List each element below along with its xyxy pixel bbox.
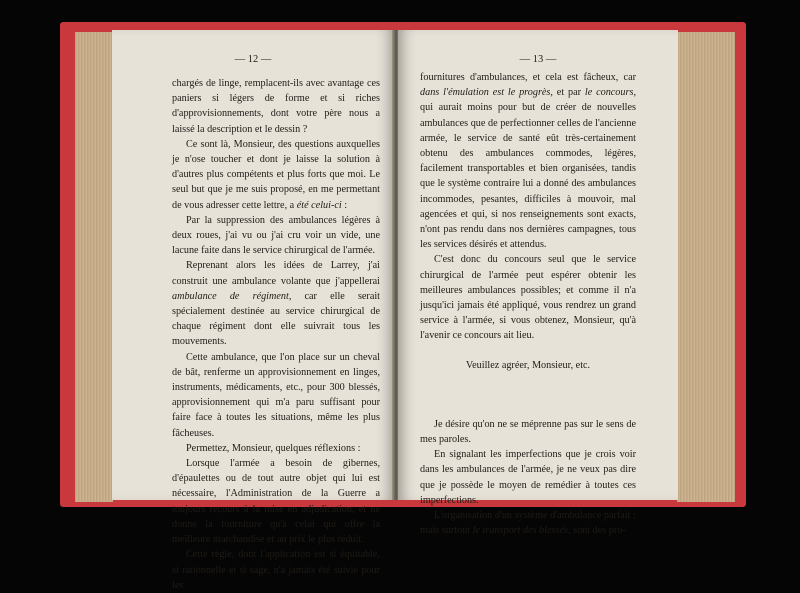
paragraph: C'est donc du concours seul que le service chirurgical de l'armée peut espérer obtenir les meilleures ambulances possibles; et comme il n'a jusqu'ici jamais été appliqué, vous rendrez un grand service à l'armée, si vous obtenez, Monsieur, qu'à l'avenir ce concours ait lieu. bbox=[420, 254, 636, 342]
paragraph: Je désire qu'on ne se méprenne pas sur le sens de mes paroles. bbox=[420, 418, 636, 446]
paragraph: L'organisation d'un système d'ambulance parfait ; mais surtout le transport des blessés, sont des pro- bbox=[420, 510, 636, 537]
paragraph: Cette ambulance, que l'on place sur un cheval de bât, renferme un approvisionnement en linges, instruments, médicaments, etc., pour 300 blessés, approvisionnement qui m'a paru suffisant pour faire face à toutes les situations, même les plus fâcheuses. bbox=[172, 351, 380, 439]
paragraph: fournitures d'ambulances, et cela est fâcheux, car dans l'émulation est le progrès, et par le concours, qui aurait moins pour but de créer de nouvelles ambulances que de perfectionner celles de l'ancienne armée, le service de santé eût très-certainement obtenu des ambulances commodes, légères, facilement transportables et bien organisées, tandis que le système contraire lui a donné des ambulances incommodes, pesantes, difficiles à mouvoir, mal agencées et qui, si nos renseignements sont exacts, n'ont pas rendu dans nos dernières campagnes, tous les services désirés et attendus. bbox=[420, 72, 636, 251]
paragraph: Cette règle, dont l'application est si équitable, si rationnelle et si sage, n'a jamais été suivie pour les bbox=[172, 549, 380, 591]
page-text bbox=[420, 70, 636, 538]
left-page-edges bbox=[75, 32, 113, 502]
paragraph: Ce sont là, Monsieur, des questions auxquelles je n'ose toucher et dont je laisse la solution à d'autres plus compétents et plus forts que moi. Le seul but que je me suis proposé, en me permettant de vous adresser cette lettre, a été celui-ci : bbox=[172, 138, 380, 211]
page-number: — 12 — bbox=[234, 54, 272, 65]
right-page-edges bbox=[677, 32, 735, 502]
paragraph: Reprenant alors les idées de Larrey, j'ai construit une ambulance volante que j'appellerai ambulance de régiment, car elle serait spécialement destinée au service chirurgical de chaque régiment dont elle suivrait tous les mouvements. bbox=[172, 260, 381, 348]
paragraph: chargés de linge, remplacent-ils avec avantage ces paniers si légers de forme et si riches d'approvisionnements, dont votre père nous a laissé la description et le dessin ? bbox=[172, 78, 380, 135]
paragraph: Lorsque l'armée a besoin de gibernes, d'épaulettes ou de tout autre objet qui lui est nécessaire, l'Administration de la Guerre a toujours recours à la mise en adjudication, et ne donne la fourniture qu'à celui qui offre la meilleure marchandise et au prix le plus réduit. bbox=[172, 458, 380, 546]
paragraph: Par la suppression des ambulances légères à deux roues, j'ai vu ou j'ai cru voir un vide, une lacune faite dans le service chirurgical de l'armée. bbox=[172, 214, 380, 257]
left-page bbox=[112, 30, 394, 591]
paragraph: En signalant les imperfections que je crois voir dans les ambulances de l'armée, je ne veux pas dire que je possède le moyen de remédier à toutes ces imperfections. bbox=[420, 449, 636, 506]
page-number: — 13 — bbox=[519, 54, 557, 65]
closing-salutation: Veuillez agréer, Monsieur, etc. bbox=[465, 359, 591, 371]
right-page bbox=[398, 30, 678, 537]
page-text bbox=[172, 76, 380, 593]
paragraph: Permettez, Monsieur, quelques réflexions : bbox=[186, 442, 361, 454]
